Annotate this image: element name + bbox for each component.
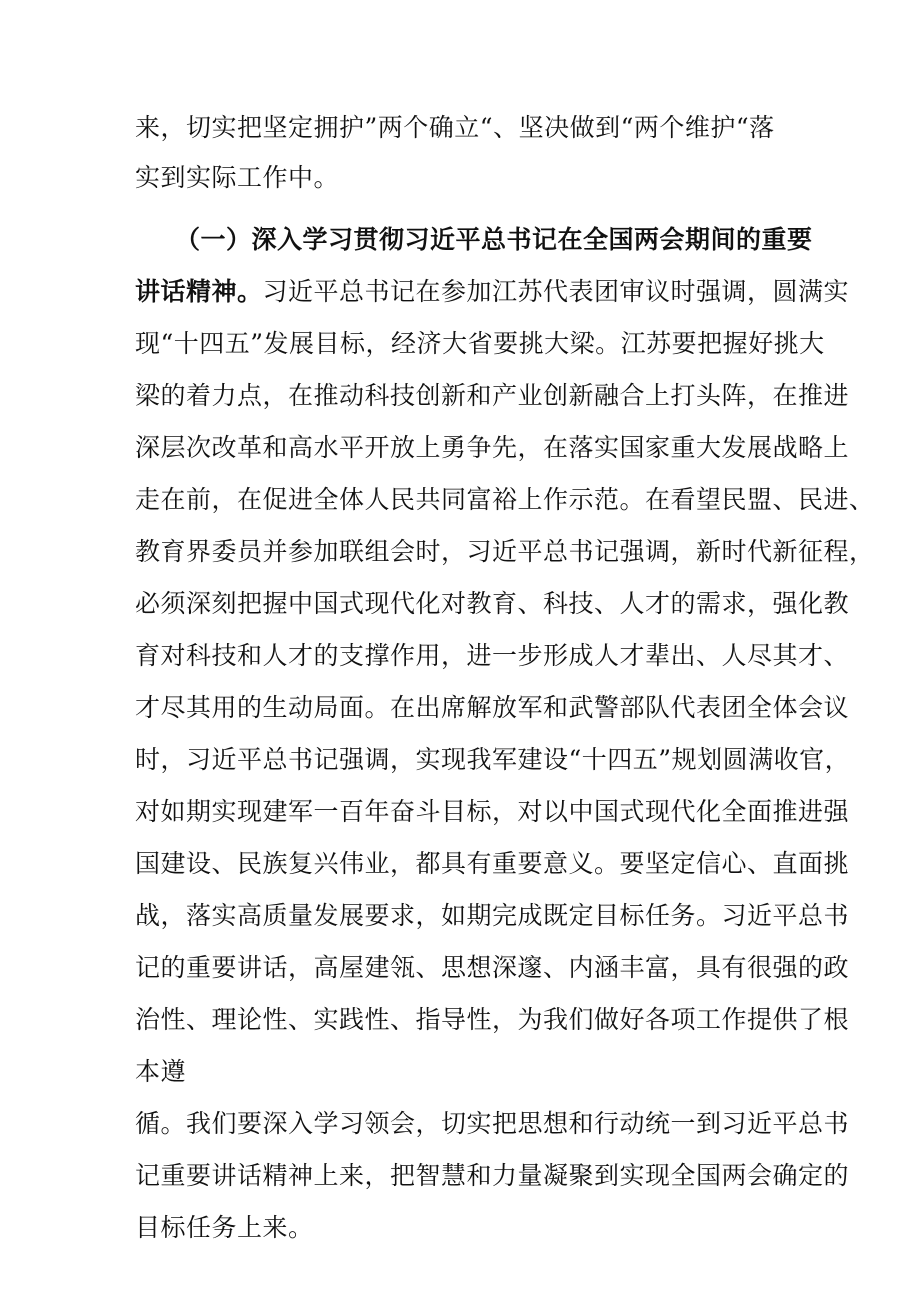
text-line: 国建设、民族复兴伟业，都具有重要意义。要坚定信心、直面挑 (135, 849, 850, 878)
text-line (135, 272, 849, 312)
text-line: 本遵 (135, 1057, 187, 1086)
text-line: 现“十四五”发展目标，经济大省要挑大梁。江苏要把握好挑大 (135, 329, 825, 358)
text-line: 实到实际工作中。 (135, 163, 340, 192)
text-line: 才尽其用的生动局面。在出席解放军和武警部队代表团全体会议 (135, 693, 850, 722)
text-line: 循。我们要深入学习领会，切实把思想和行动统一到习近平总书 (135, 1109, 850, 1138)
text-line: 来，切实把坚定拥护”两个确立“、坚决做到“两个维护“落 (135, 113, 775, 142)
section-heading-continuation: 讲话精神。 (135, 277, 263, 306)
text-line: 时，习近平总书记强调，实现我军建设“十四五”规划圆满收官， (135, 745, 851, 774)
text-line: 育对科技和人才的支撑作用，进一步形成人才辈出、人尽其才、 (135, 641, 850, 670)
text-line: 目标任务上来。 (135, 1213, 314, 1242)
paragraph-text: 习近平总书记在参加江苏代表团审议时强调，圆满实 (262, 277, 850, 306)
text-line: 走在前，在促进全体人民共同富裕上作示范。在看望民盟、民进、 (135, 485, 875, 514)
text-line: 战，落实高质量发展要求，如期完成既定目标任务。习近平总书 (135, 901, 850, 930)
text-line: 深层次改革和高水平开放上勇争先，在落实国家重大发展战略上 (135, 433, 850, 462)
section-heading: （一）深入学习贯彻习近平总书记在全国两会期间的重要 (175, 225, 813, 254)
text-line: 必须深刻把握中国式现代化对教育、科技、人才的需求，强化教 (135, 589, 850, 618)
text-line: 教育界委员并参加联组会时，习近平总书记强调，新时代新征程， (135, 537, 875, 566)
text-line: 梁的着力点，在推动科技创新和产业创新融合上打头阵，在推进 (135, 381, 850, 410)
text-line: 记重要讲话精神上来，把智慧和力量凝聚到实现全国两会确定的 (135, 1161, 850, 1190)
text-line: 对如期实现建军一百年奋斗目标，对以中国式现代化全面推进强 (135, 797, 850, 826)
text-line: 记的重要讲话，高屋建瓴、思想深邃、内涵丰富，具有很强的政 (135, 953, 850, 982)
text-line: 治性、理论性、实践性、指导性，为我们做好各项工作提供了根 (135, 1005, 850, 1034)
